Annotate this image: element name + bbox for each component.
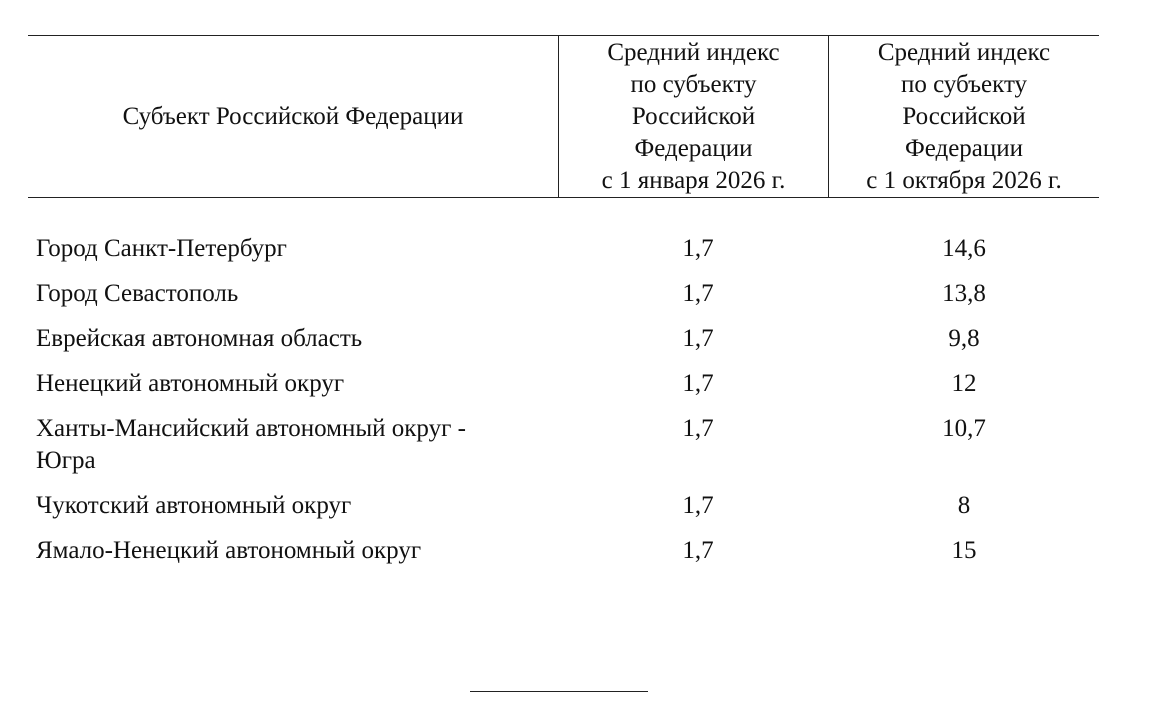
header-subject-cell: [28, 36, 558, 197]
row-index-january: 1,7: [682, 280, 714, 307]
header-jan-cell: [558, 36, 828, 197]
row-subject-name: Ненецкий автономный округ: [36, 370, 345, 397]
table-row: [28, 535, 1099, 580]
row-subject-name: Ямало-Ненецкий автономный округ: [36, 537, 422, 564]
row-index-january: 1,7: [682, 235, 714, 262]
row-index-october: 8: [957, 492, 971, 519]
row-subject-name: Город Санкт-Петербург: [36, 235, 287, 262]
table-row: [28, 278, 1099, 323]
row-index-october: 9,8: [948, 325, 980, 352]
row-index-october: 15: [951, 537, 977, 564]
header-oct-cell: [828, 36, 1099, 197]
header-index-october: Средний индекс по субъекту Российской Федерации с 1 октября 2026 г.: [866, 38, 1062, 194]
row-index-october: 12: [951, 370, 977, 397]
row-index-october: 10,7: [942, 415, 986, 442]
row-index-january: 1,7: [682, 415, 714, 442]
table-row: [28, 323, 1099, 368]
row-subject-name: Город Севастополь: [36, 280, 239, 307]
header-subject: Субъект Российской Федерации: [122, 102, 464, 130]
table-header-row: [28, 35, 1099, 198]
row-index-january: 1,7: [682, 370, 714, 397]
table-body: [28, 233, 1099, 580]
table-row: [28, 490, 1099, 535]
row-subject-name: Еврейская автономная область: [36, 325, 363, 352]
table-row: [28, 368, 1099, 413]
row-subject-name: Чукотский автономный округ: [36, 492, 352, 519]
footnote-divider: [470, 691, 648, 692]
row-index-october: 14,6: [942, 235, 986, 262]
row-subject-name: Ханты-Мансийский автономный округ - Югра: [36, 415, 466, 474]
table-row: [28, 413, 1099, 490]
table-row: [28, 233, 1099, 278]
row-index-january: 1,7: [682, 325, 714, 352]
row-index-january: 1,7: [682, 492, 714, 519]
row-index-january: 1,7: [682, 537, 714, 564]
index-table: [28, 35, 1099, 564]
row-index-october: 13,8: [942, 280, 986, 307]
header-index-january: Средний индекс по субъекту Российской Федерации с 1 января 2026 г.: [601, 38, 786, 194]
